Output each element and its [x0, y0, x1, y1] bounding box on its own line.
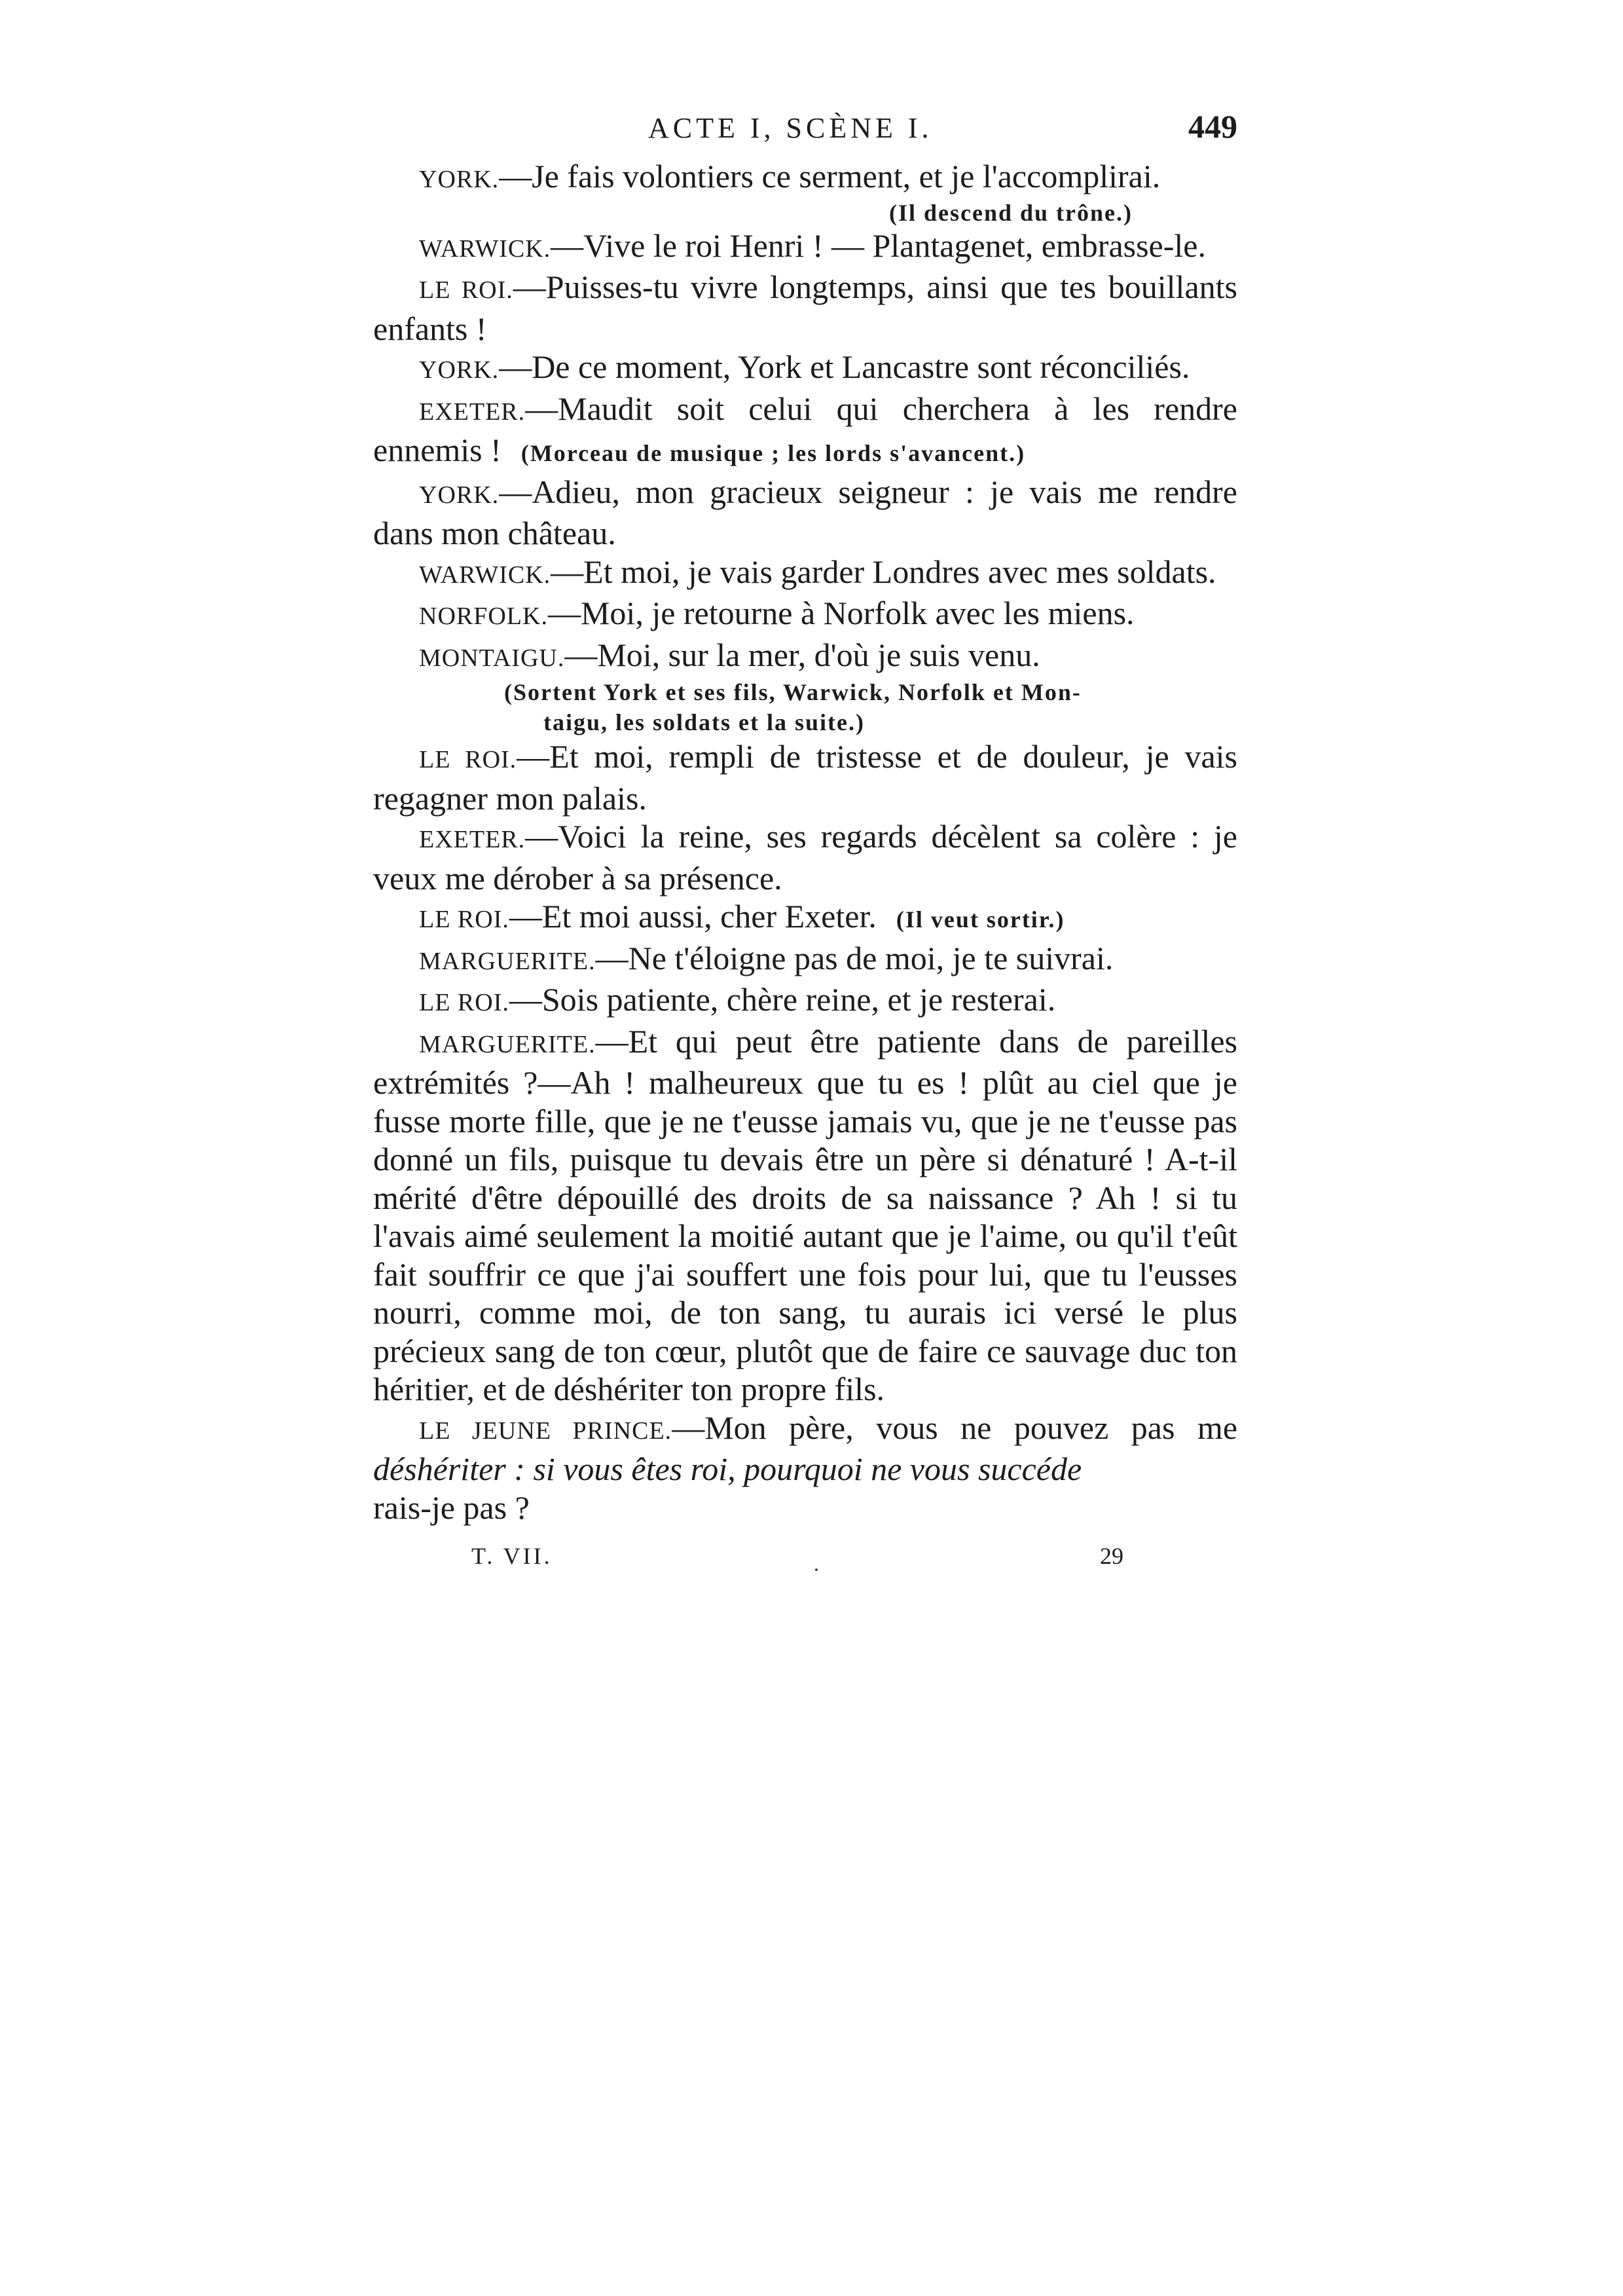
speech-text: —Maudit soit celui qui cherchera à les rendre ennemis ! — [373, 390, 1237, 468]
speech-warwick-1 — [373, 227, 1237, 268]
speech-le-roi-3 — [373, 897, 1237, 939]
speech-text: —Sois patiente, chère reine, et je resterai. — [509, 981, 1056, 1018]
speech-le-roi-4 — [373, 980, 1237, 1022]
speech-text: —Et qui peut être patiente dans de pareilles extrémités ?—Ah ! malheureux que tu es ! plût au ciel que je fusse morte fille, que je ne t'eusse jamais vu, que je ne t'eusse pas donné un fils, puisque tu devais être un père si dénaturé ! A-t-il mérité d'être dépouillé des droits de sa naissance ? Ah ! si tu l'avais aimé seulement la moitié autant que je l'aime, ou qu'il t'eût fait souffrir ce que j'ai souffert une fois pour lui, que tu l'eusses nourri, comme moi, de ton sang, tu aurais ici versé le plus précieux sang de ton cœur, plutôt que de faire ce sauvage duc ton héritier, et de déshériter ton propre fils. — [373, 1022, 1237, 1407]
speech-york-1 — [373, 157, 1237, 199]
speech-text: —Vive le roi Henri ! — Plantagenet, embrasse-le. — [551, 227, 1206, 264]
speaker-name: YORK. — [419, 356, 500, 384]
play-text — [373, 157, 1237, 1527]
gathering-signature: 29 — [1100, 1543, 1123, 1569]
speech-text: —Et moi, je vais garder Londres avec mes soldats. — [551, 553, 1216, 590]
speech-text: —Et moi, rempli de tristesse et de douleur, je vais regagner mon palais. — [373, 738, 1237, 817]
speech-text: —Ne t'éloigne pas de moi, je te suivrai. — [595, 939, 1114, 976]
speech-le-roi-1 — [373, 268, 1237, 348]
speech-jeune-prince — [373, 1409, 1237, 1527]
volume-signature: T. VII. — [471, 1543, 553, 1569]
speaker-name: MONTAIGU. — [419, 644, 565, 672]
speaker-name: LE ROI. — [419, 276, 513, 304]
ink-speck — [815, 1568, 818, 1571]
speaker-name: NORFOLK. — [419, 602, 548, 630]
speech-text: —Puisses-tu vivre longtemps, ainsi que tes bouillants enfants ! — [373, 268, 1237, 347]
running-title: ACTE I, SCÈNE I. — [648, 112, 933, 144]
speaker-name: WARWICK. — [419, 234, 551, 263]
speech-text-end: rais-je pas ? — [373, 1489, 530, 1526]
speaker-name: MARGUERITE. — [419, 947, 596, 975]
speech-text: —Et moi aussi, cher Exeter. — [509, 898, 877, 935]
speaker-name: YORK. — [419, 481, 500, 509]
speech-marguerite-1 — [373, 939, 1237, 981]
speaker-name: EXETER. — [419, 826, 526, 853]
speaker-name: MARGUERITE. — [419, 1030, 596, 1058]
speech-marguerite-2 — [373, 1022, 1237, 1409]
speech-text: —De ce moment, York et Lancastre sont réconciliés. — [499, 348, 1190, 385]
speech-text: —Moi, sur la mer, d'où je suis venu. — [564, 636, 1040, 673]
stage-direction: (Il descend du trône.) — [888, 199, 1133, 226]
speech-norfolk — [373, 594, 1237, 636]
page-number: 449 — [1188, 108, 1237, 145]
speech-york-3 — [373, 473, 1237, 553]
stage-line-1: (Sortent York et ses fils, Warwick, Norfolk et Mon- — [504, 679, 1082, 705]
page-footer — [373, 1542, 1237, 1582]
speech-text: —Mon père, vous ne pouvez pas me — [672, 1409, 1238, 1446]
book-page — [373, 98, 1237, 1582]
speaker-name: YORK. — [419, 166, 500, 193]
speech-exeter-1 — [373, 390, 1237, 473]
stage-line-2: taigu, les soldats et la suite.) — [543, 709, 865, 735]
speech-text: —Adieu, mon gracieux seigneur : je vais me rendre dans mon château. — [373, 473, 1237, 551]
page-header — [373, 98, 1237, 157]
speech-le-roi-2 — [373, 737, 1237, 817]
speaker-name: LE ROI. — [419, 906, 509, 933]
speech-text-italic: déshériter : si vous êtes roi, pourquoi ne vous succéde — [373, 1451, 1082, 1487]
stage-direction-exit — [504, 677, 1237, 737]
speaker-name: EXETER. — [419, 398, 526, 426]
speech-montaigu — [373, 636, 1237, 678]
speech-text: —Je fais volontiers ce serment, et je l'accomplirai. — [499, 158, 1161, 194]
stage-direction: (Il veut sortir.) — [896, 906, 1065, 933]
speech-exeter-2 — [373, 817, 1237, 897]
speech-text: —Voici la reine, ses regards décèlent sa colère : je veux me dérober à sa présence. — [373, 818, 1237, 897]
speech-warwick-2 — [373, 553, 1237, 595]
speaker-name: LE JEUNE PRINCE. — [419, 1416, 672, 1445]
stage-direction: (Morceau de musique ; les lords s'avancent.) — [520, 440, 1026, 466]
speaker-name: LE ROI. — [419, 746, 517, 773]
speech-text: —Moi, je retourne à Norfolk avec les miens. — [547, 595, 1135, 631]
speaker-name: LE ROI. — [419, 989, 509, 1016]
speech-york-2 — [373, 348, 1237, 390]
speaker-name: WARWICK. — [419, 561, 551, 589]
